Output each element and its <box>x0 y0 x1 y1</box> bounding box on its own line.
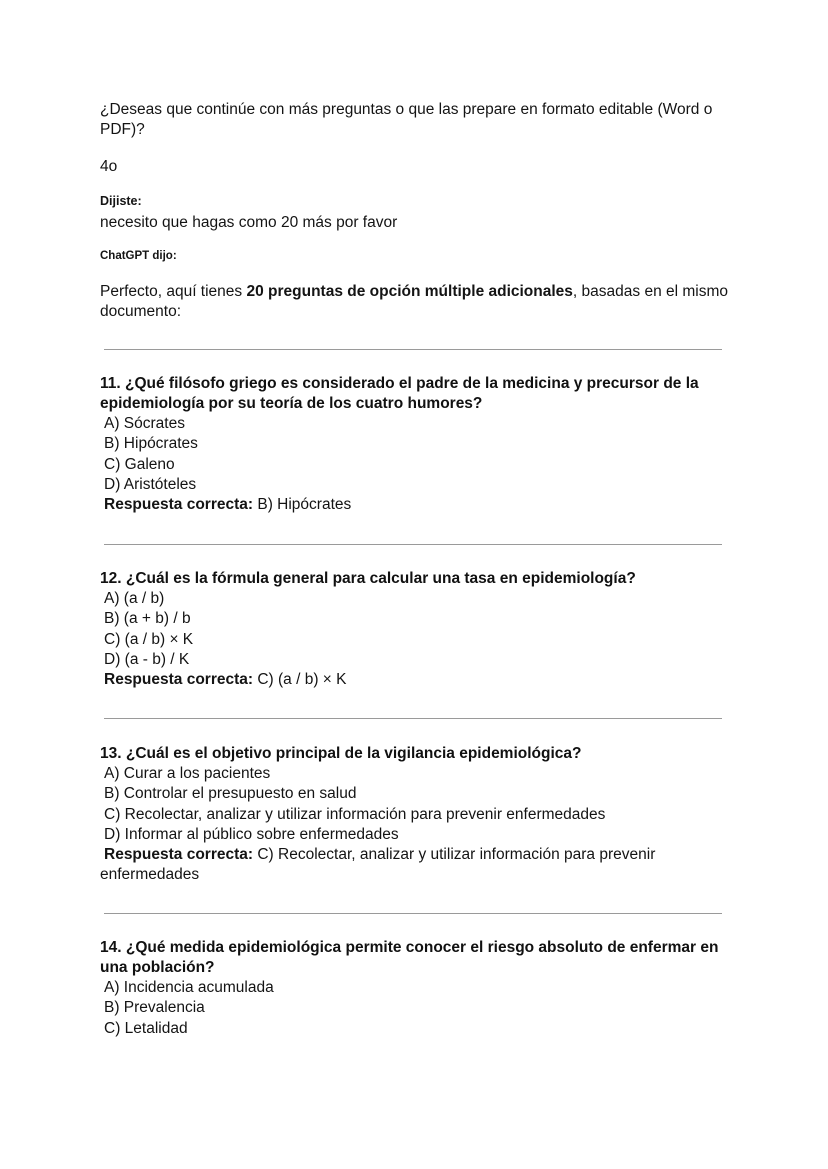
answer-value: C) (a / b) × K <box>257 671 347 689</box>
answer-label: Respuesta correcta: <box>104 496 254 514</box>
option-c: C) (a / b) × K <box>104 630 194 648</box>
question-title-line-1: 14. ¿Qué medida epidemiológica permite conocer el riesgo absoluto de enfermar en <box>100 939 719 956</box>
answer-value: B) Hipócrates <box>257 496 352 514</box>
option-c: C) Galeno <box>104 455 175 473</box>
intro-text-bold: 20 preguntas de opción múltiple adicionales <box>246 283 573 300</box>
user-speaker-label: Dijiste: <box>100 194 142 208</box>
question-title: 13. ¿Cuál es el objetivo principal de la vigilancia epidemiológica? <box>100 745 582 762</box>
answer-value: C) Recolectar, analizar y utilizar información para prevenir <box>257 846 656 864</box>
option-b: B) Controlar el presupuesto en salud <box>104 785 357 803</box>
assistant-speaker-label: ChatGPT dijo: <box>100 250 177 262</box>
divider <box>104 718 722 719</box>
answer-label: Respuesta correcta: <box>104 846 254 864</box>
assistant-followup-question <box>100 100 712 140</box>
assistant-intro-line-2: documento: <box>100 303 181 320</box>
option-d: D) (a - b) / K <box>104 650 190 668</box>
divider <box>104 349 722 350</box>
question-12 <box>100 569 740 690</box>
assistant-intro-line-1 <box>100 282 728 302</box>
question-13 <box>100 744 740 885</box>
option-a: A) Curar a los pacientes <box>104 765 271 782</box>
question-title <box>100 938 740 978</box>
correct-answer-continuation: enfermedades <box>100 866 200 884</box>
divider <box>104 544 722 545</box>
question-title: 12. ¿Cuál es la fórmula general para calcular una tasa en epidemiología? <box>100 570 636 587</box>
divider <box>104 913 722 914</box>
option-c: C) Recolectar, analizar y utilizar información para prevenir enfermedades <box>104 805 606 823</box>
option-c: C) Letalidad <box>104 1019 188 1037</box>
model-label: 4o <box>100 158 118 175</box>
question-11 <box>100 374 740 515</box>
question-title-line-2: epidemiología por su teoría de los cuatro humores? <box>100 395 483 412</box>
question-title-line-1: 11. ¿Qué filósofo griego es considerado el padre de la medicina y precursor de la <box>100 375 699 392</box>
correct-answer <box>100 670 740 690</box>
option-a: A) Incidencia acumulada <box>104 979 274 996</box>
intro-text-after: , basadas en el mismo <box>572 283 728 300</box>
intro-text-before: Perfecto, aquí tienes <box>100 283 247 300</box>
correct-answer <box>100 845 740 865</box>
question-title <box>100 374 740 414</box>
option-b: B) (a + b) / b <box>104 610 191 628</box>
question-title-line-2: una población? <box>100 959 215 976</box>
answer-label: Respuesta correcta: <box>104 671 254 689</box>
option-d: D) Aristóteles <box>104 475 197 493</box>
option-d: D) Informar al público sobre enfermedades <box>104 825 399 843</box>
option-b: B) Prevalencia <box>104 999 205 1017</box>
option-a: A) Sócrates <box>104 415 185 432</box>
correct-answer <box>100 495 740 515</box>
followup-line-1: ¿Deseas que continúe con más preguntas o que las prepare en formato editable (Word o <box>100 101 713 118</box>
option-b: B) Hipócrates <box>104 435 198 453</box>
question-14 <box>100 938 740 1039</box>
user-message-text: necesito que hagas como 20 más por favor <box>100 214 398 231</box>
followup-line-2: PDF)? <box>100 121 145 138</box>
option-a: A) (a / b) <box>104 590 165 607</box>
assistant-intro-text <box>100 282 728 322</box>
